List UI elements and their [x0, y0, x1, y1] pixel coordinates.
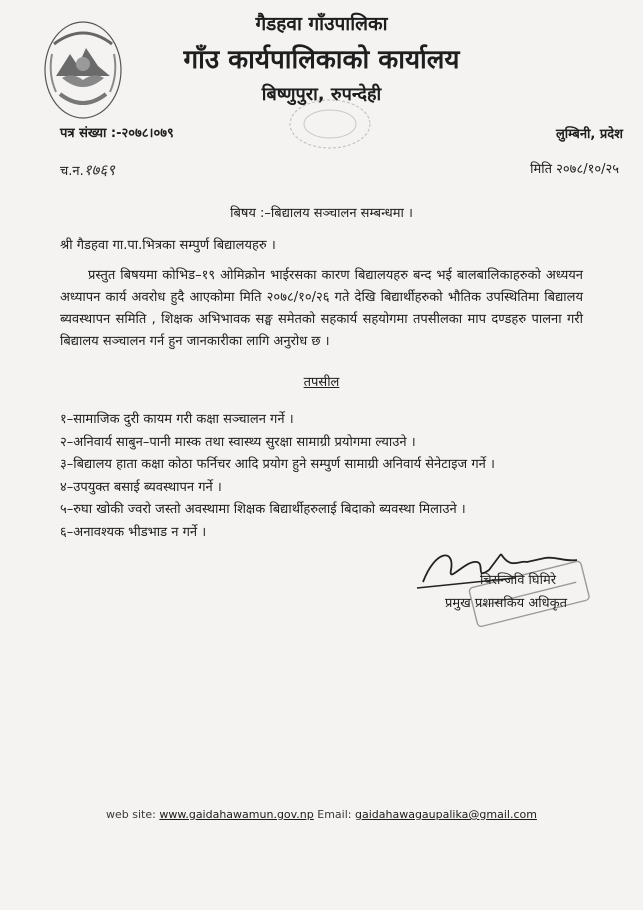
- instruction-list: [60, 409, 620, 545]
- email-link[interactable]: gaidahawagaupalika@gmail.com: [355, 808, 537, 821]
- letter-body-text: प्रस्तुत बिषयमा कोभिड–१९ ओमिक्रोन भाईरसका कारण बिद्यालयहरु बन्द भई बालबालिकाहरुको अध्ययन अध्यापन कार्य अवरोध हुदै आएकोमा मिति २०७८/१०/२६ गते देखि बिद्यार्थीहरुको भौतिक उपस्थितिमा बिद्यालय ब्यवस्थापन समिति , शिक्षक अभिभावक सङ्घ समेतको सहकार्य सहयोगमा तपसीलका माप दण्डहरु पालना गरी बिद्यालय सञ्चालन गर्न हुन जानकारीका लागि अनुरोध छ ।: [60, 268, 583, 349]
- website-label: web site:: [106, 808, 156, 821]
- reference-number: पत्र संख्या :-२०७८।०७९: [60, 126, 174, 141]
- email-label: Email:: [317, 808, 352, 821]
- dispatch-label: च.न.: [60, 164, 84, 179]
- details-heading: तपसील: [303, 375, 340, 390]
- seal-watermark-icon: [285, 96, 375, 152]
- office-address: बिष्णुपुरा, रुपन्देही: [261, 84, 382, 105]
- footer-contact: [0, 808, 643, 821]
- province-location: लुम्बिनी, प्रदेश: [555, 127, 623, 142]
- dispatch-number: [60, 160, 115, 180]
- list-item: २–अनिवार्य साबुन–पानी मास्क तथा स्वास्थ्य सुरक्षा सामाग्री प्रयोगमा ल्याउने ।: [60, 434, 416, 450]
- dispatch-value: १७६९: [83, 161, 115, 179]
- office-title: गाँउ कार्यपालिकाको कार्यालय: [183, 45, 460, 75]
- website-link[interactable]: www.gaidahawamun.gov.np: [159, 808, 314, 821]
- signatory-title: प्रमुख प्रशासकिय अधिकृत: [445, 596, 568, 611]
- list-item: ६–अनावश्यक भीडभाड न गर्ने ।: [60, 524, 207, 540]
- letter-date: मिति २०७८/१०/२५: [530, 162, 619, 177]
- signatory-name: चिरन्जिवि घिमिरे: [480, 573, 557, 588]
- letter-subject: बिषय :–बिद्यालय सञ्चालन सम्बन्धमा ।: [230, 206, 413, 221]
- letter-body: [60, 265, 583, 353]
- list-item: ४–उपयुक्त बसाई ब्यवस्थापन गर्ने ।: [60, 479, 222, 495]
- list-item: १–सामाजिक दुरी कायम गरी कक्षा सञ्चालन गर्ने ।: [60, 412, 294, 427]
- list-item: ५–रुघा खोकी ज्वरो जस्तो अवस्थामा शिक्षक बिद्यार्थीहरुलाई बिदाको ब्यवस्था मिलाउने ।: [60, 502, 466, 518]
- list-item: ३–बिद्यालय हाता कक्षा कोठा फर्निचर आदि प्रयोग हुने सम्पुर्ण सामाग्री अनिवार्य सेनेटाइज गर्ने ।: [60, 457, 495, 473]
- municipality-name: गैडहवा गाँउपालिका: [255, 13, 388, 35]
- letter-salutation: श्री गैडहवा गा.पा.भित्रका सम्पुर्ण बिद्यालयहरु ।: [60, 238, 276, 253]
